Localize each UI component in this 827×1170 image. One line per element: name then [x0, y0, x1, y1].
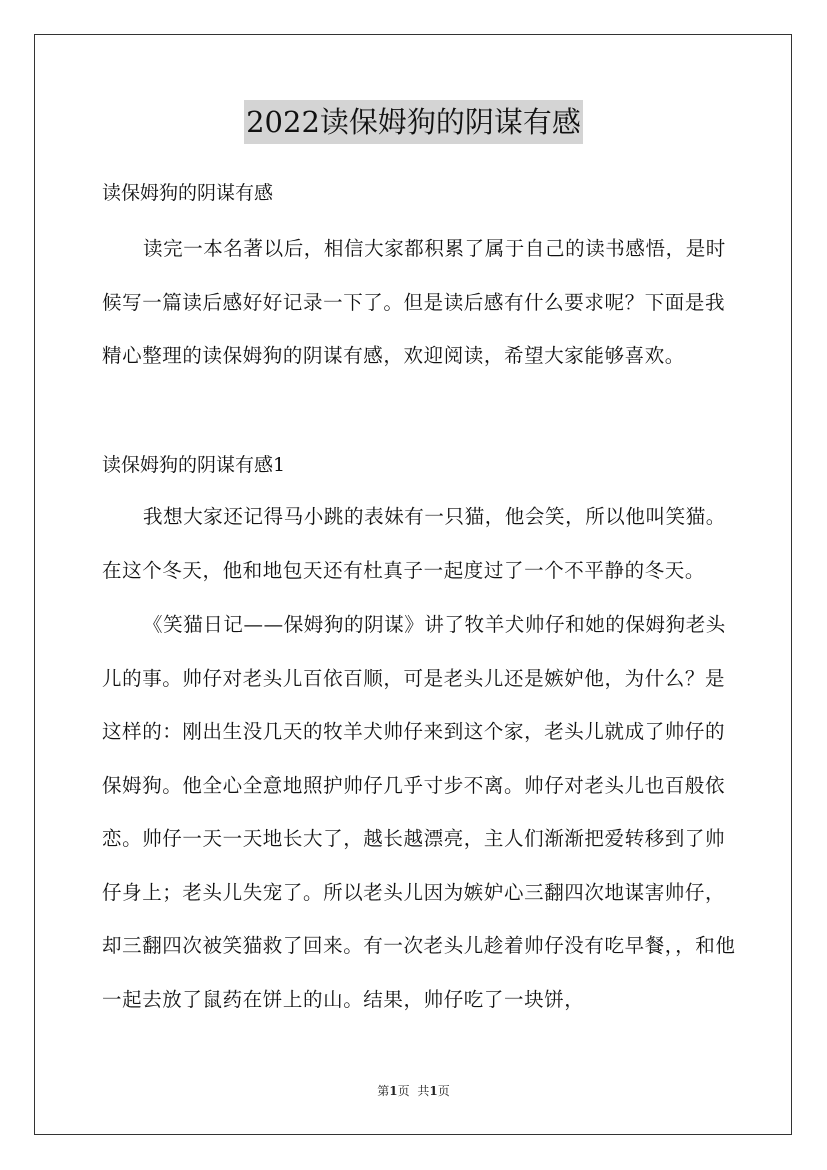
section1-heading: 读保姆狗的阴谋有感1 — [102, 454, 286, 476]
page-footer — [0, 1083, 827, 1099]
intro-paragraph: 读完一本名著以后，相信大家都积累了属于自己的读书感悟，是时候写一篇读后感好好记录一下了。但是读后感有什么要求呢？下面是我精心整理的读保姆狗的阴谋有感，欢迎阅读，希望大家能够喜欢。 — [102, 237, 726, 367]
footer-total-number: 1 — [429, 1084, 438, 1098]
footer-total-suffix: 页 — [437, 1084, 450, 1098]
document-title: 2022读保姆狗的阴谋有感 — [244, 100, 583, 144]
footer-page-prefix: 第 — [377, 1084, 390, 1098]
footer-page-suffix: 页 — [397, 1084, 410, 1098]
main-heading: 读保姆狗的阴谋有感 — [102, 182, 274, 204]
section1-paragraph-2: 《笑猫日记——保姆狗的阴谋》讲了牧羊犬帅仔和她的保姆狗老头儿的事。帅仔对老头儿百依百顺，可是老头儿还是嫉妒他，为什么？是这样的：刚出生没几天的牧羊犬帅仔来到这个家，老头儿就成了帅仔的保姆狗。他全心全意地照护帅仔几乎寸步不离。帅仔对老头儿也百般依恋。帅仔一天一天地长大了，越长越漂亮，主人们渐渐把爱转移到了帅仔身上；老头儿失宠了。所以老头儿因为嫉妒心三翻四次地谋害帅仔，却三翻四次被笑猫救了回来。有一次老头儿趁着帅仔没有吃早餐，，和他一起去放了鼠药在饼上的山。结果，帅仔吃了一块饼， — [102, 613, 736, 1011]
title-container — [0, 100, 827, 144]
section1-paragraph-1: 我想大家还记得马小跳的表妹有一只猫，他会笑，所以他叫笑猫。在这个冬天，他和地包天还有杜真子一起度过了一个不平静的冬天。 — [102, 505, 726, 582]
footer-total-prefix: 共 — [417, 1084, 430, 1098]
footer-page-number: 1 — [389, 1084, 398, 1098]
